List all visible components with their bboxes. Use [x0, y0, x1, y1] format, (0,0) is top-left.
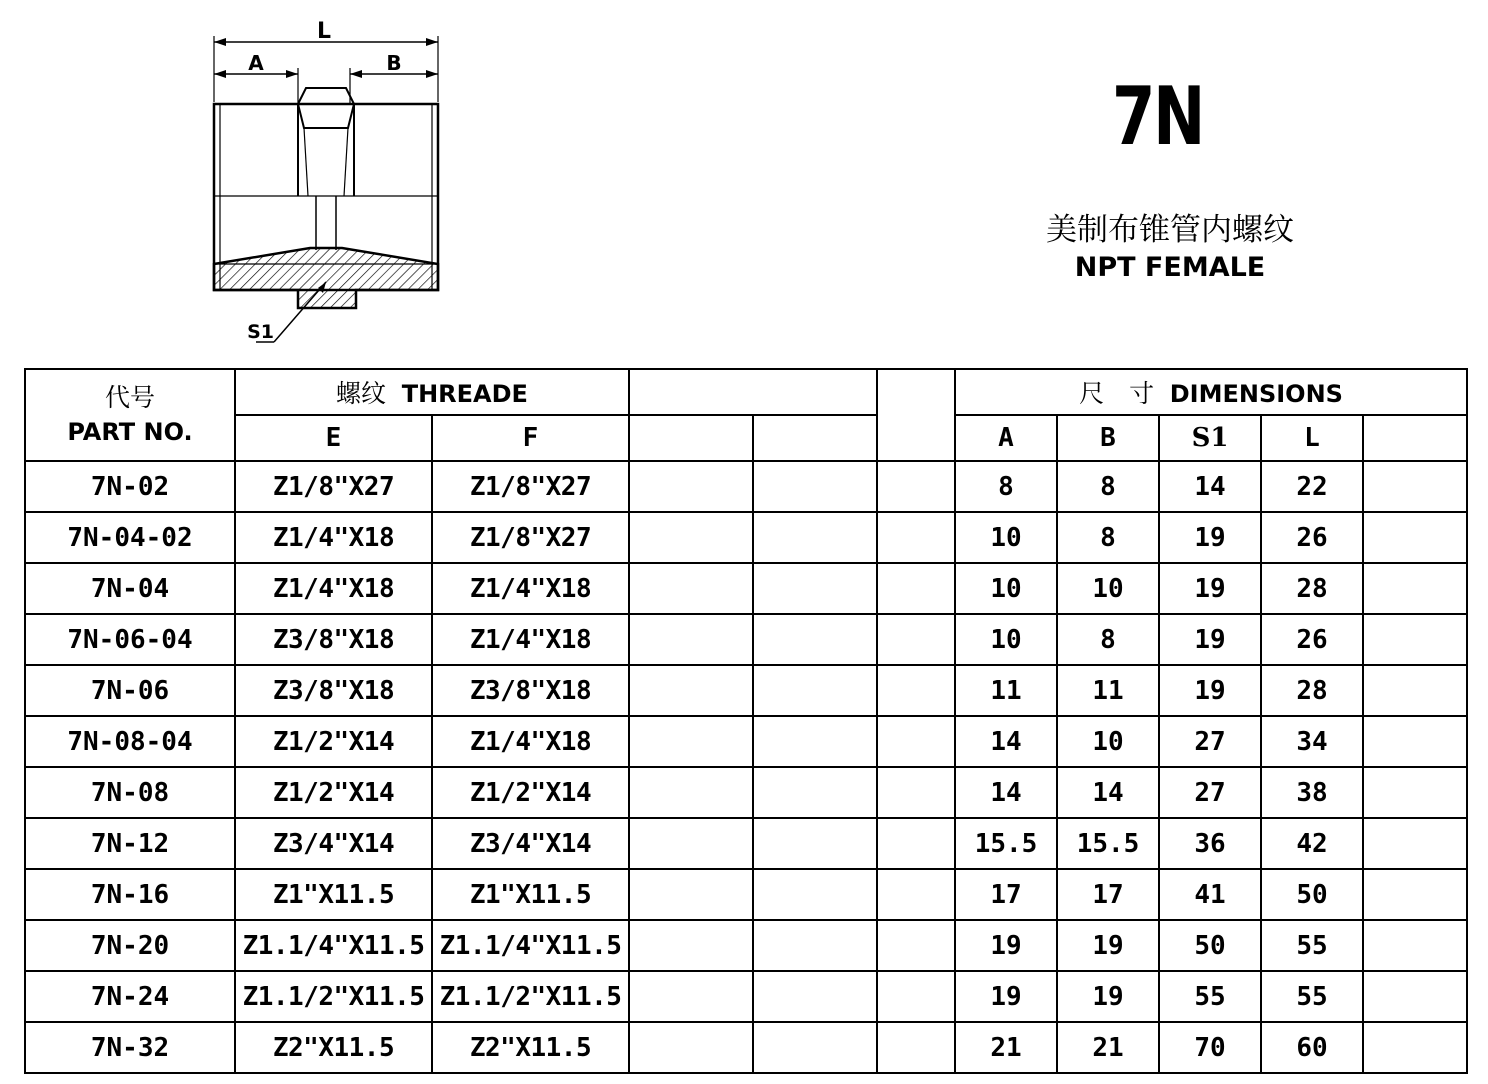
cell-f: Z1/2"X14 — [432, 767, 629, 818]
cell-blank — [1363, 920, 1467, 971]
cell-blank — [1363, 716, 1467, 767]
cell-e: Z1/4"X18 — [235, 512, 432, 563]
cell-blank — [877, 869, 955, 920]
fitting-drawing — [190, 12, 470, 352]
cell-e: Z3/4"X14 — [235, 818, 432, 869]
table-row — [25, 1022, 1467, 1073]
cell-l: 34 — [1261, 716, 1363, 767]
cell-a: 8 — [955, 461, 1057, 512]
cell-f: Z1"X11.5 — [432, 869, 629, 920]
header-thread-cn: 螺纹 — [336, 379, 387, 408]
table-header-row-1 — [25, 369, 1467, 415]
spec-table — [24, 368, 1468, 1074]
table-row — [25, 512, 1467, 563]
cell-blank — [629, 818, 753, 869]
cell-part: 7N-24 — [25, 971, 235, 1022]
header-blank-2 — [877, 369, 955, 461]
cell-s1: 36 — [1159, 818, 1261, 869]
header-part-no-en: PART NO. — [67, 418, 193, 446]
cell-blank — [877, 563, 955, 614]
cell-e: Z1/2"X14 — [235, 767, 432, 818]
table-body — [25, 461, 1467, 1073]
product-code-title: 7N — [1112, 70, 1203, 163]
cell-blank — [629, 920, 753, 971]
cell-blank — [1363, 512, 1467, 563]
cell-part: 7N-06-04 — [25, 614, 235, 665]
cell-a: 10 — [955, 614, 1057, 665]
cell-blank — [877, 716, 955, 767]
cell-part: 7N-20 — [25, 920, 235, 971]
cell-f: Z1.1/4"X11.5 — [432, 920, 629, 971]
header-blank-4 — [753, 415, 877, 461]
header-thread — [235, 369, 629, 415]
cell-blank — [877, 818, 955, 869]
cell-f: Z1/8"X27 — [432, 461, 629, 512]
cell-blank — [1363, 767, 1467, 818]
cell-blank — [629, 563, 753, 614]
table-row — [25, 818, 1467, 869]
cell-blank — [877, 920, 955, 971]
header-thread-en: THREADE — [401, 380, 528, 408]
cell-part: 7N-32 — [25, 1022, 235, 1073]
cell-a: 11 — [955, 665, 1057, 716]
cell-blank — [753, 512, 877, 563]
cell-s1: 41 — [1159, 869, 1261, 920]
cell-e: Z1.1/4"X11.5 — [235, 920, 432, 971]
cell-l: 22 — [1261, 461, 1363, 512]
cell-s1: 27 — [1159, 716, 1261, 767]
header-blank-3 — [629, 415, 753, 461]
cell-b: 15.5 — [1057, 818, 1159, 869]
cell-blank — [877, 614, 955, 665]
cell-a: 19 — [955, 920, 1057, 971]
cell-blank — [1363, 665, 1467, 716]
table-row — [25, 665, 1467, 716]
cell-e: Z1/4"X18 — [235, 563, 432, 614]
cell-part: 7N-08-04 — [25, 716, 235, 767]
cell-blank — [753, 716, 877, 767]
cell-blank — [1363, 461, 1467, 512]
header-col-L: L — [1261, 415, 1363, 461]
cell-l: 28 — [1261, 563, 1363, 614]
cell-l: 55 — [1261, 920, 1363, 971]
cell-blank — [629, 869, 753, 920]
header-part-no-cn: 代号 — [104, 383, 155, 412]
cell-blank — [877, 461, 955, 512]
cell-blank — [629, 665, 753, 716]
cell-part: 7N-08 — [25, 767, 235, 818]
cell-blank — [629, 767, 753, 818]
cell-s1: 19 — [1159, 512, 1261, 563]
table-row — [25, 461, 1467, 512]
table-row — [25, 716, 1467, 767]
header-col-B: B — [1057, 415, 1159, 461]
cell-f: Z1.1/2"X11.5 — [432, 971, 629, 1022]
cell-f: Z3/8"X18 — [432, 665, 629, 716]
cell-blank — [753, 614, 877, 665]
cell-blank — [877, 665, 955, 716]
cell-l: 26 — [1261, 614, 1363, 665]
header-col-S1: S1 — [1159, 415, 1261, 461]
cell-s1: 55 — [1159, 971, 1261, 1022]
cell-e: Z2"X11.5 — [235, 1022, 432, 1073]
label-S1: S1 — [247, 321, 274, 343]
cell-b: 8 — [1057, 512, 1159, 563]
cell-l: 60 — [1261, 1022, 1363, 1073]
header-col-A: A — [955, 415, 1057, 461]
header-part-no — [25, 369, 235, 461]
cell-blank — [877, 767, 955, 818]
cell-b: 14 — [1057, 767, 1159, 818]
cell-a: 14 — [955, 716, 1057, 767]
cell-l: 26 — [1261, 512, 1363, 563]
cell-part: 7N-12 — [25, 818, 235, 869]
cell-b: 10 — [1057, 563, 1159, 614]
cell-blank — [753, 461, 877, 512]
cell-blank — [1363, 563, 1467, 614]
cell-blank — [753, 971, 877, 1022]
cell-part: 7N-16 — [25, 869, 235, 920]
cell-s1: 19 — [1159, 665, 1261, 716]
header-col-F: F — [432, 415, 629, 461]
cell-b: 17 — [1057, 869, 1159, 920]
header-dimensions-cn: 尺 寸 — [1079, 379, 1155, 408]
cell-a: 10 — [955, 563, 1057, 614]
cell-blank — [877, 1022, 955, 1073]
cell-blank — [629, 512, 753, 563]
cell-b: 8 — [1057, 614, 1159, 665]
header-blank-5 — [1363, 415, 1467, 461]
cell-blank — [753, 767, 877, 818]
header-dimensions-en: DIMENSIONS — [1169, 380, 1343, 408]
cell-f: Z1/8"X27 — [432, 512, 629, 563]
label-B: B — [386, 51, 402, 75]
cell-blank — [753, 818, 877, 869]
cell-blank — [1363, 818, 1467, 869]
english-title: NPT FEMALE — [1074, 252, 1266, 283]
cell-a: 21 — [955, 1022, 1057, 1073]
header-blank-1 — [629, 369, 877, 415]
cell-blank — [1363, 971, 1467, 1022]
cell-s1: 19 — [1159, 563, 1261, 614]
cell-b: 19 — [1057, 971, 1159, 1022]
cell-e: Z1/2"X14 — [235, 716, 432, 767]
cell-b: 8 — [1057, 461, 1159, 512]
table-row — [25, 767, 1467, 818]
label-A: A — [248, 51, 264, 75]
table-row — [25, 920, 1467, 971]
cell-blank — [877, 512, 955, 563]
cell-e: Z1.1/2"X11.5 — [235, 971, 432, 1022]
cell-part: 7N-06 — [25, 665, 235, 716]
cell-blank — [629, 614, 753, 665]
cell-s1: 70 — [1159, 1022, 1261, 1073]
cell-l: 50 — [1261, 869, 1363, 920]
cell-b: 11 — [1057, 665, 1159, 716]
cell-s1: 27 — [1159, 767, 1261, 818]
cell-blank — [753, 563, 877, 614]
chinese-title: 美制布锥管内螺纹 — [1046, 212, 1294, 248]
cell-e: Z3/8"X18 — [235, 665, 432, 716]
cell-blank — [753, 1022, 877, 1073]
cell-blank — [1363, 1022, 1467, 1073]
header-dimensions — [955, 369, 1467, 415]
cell-blank — [629, 971, 753, 1022]
cell-l: 55 — [1261, 971, 1363, 1022]
cell-part: 7N-02 — [25, 461, 235, 512]
table-row — [25, 614, 1467, 665]
table-row — [25, 563, 1467, 614]
cell-part: 7N-04 — [25, 563, 235, 614]
cell-blank — [629, 461, 753, 512]
cell-blank — [629, 716, 753, 767]
cell-s1: 50 — [1159, 920, 1261, 971]
cell-blank — [753, 920, 877, 971]
cell-blank — [877, 971, 955, 1022]
header-col-E: E — [235, 415, 432, 461]
cell-s1: 19 — [1159, 614, 1261, 665]
cell-b: 21 — [1057, 1022, 1159, 1073]
table-header-row-2 — [25, 415, 1467, 461]
cell-l: 38 — [1261, 767, 1363, 818]
cell-e: Z1"X11.5 — [235, 869, 432, 920]
cell-a: 17 — [955, 869, 1057, 920]
cell-b: 10 — [1057, 716, 1159, 767]
table-row — [25, 971, 1467, 1022]
cell-e: Z1/8"X27 — [235, 461, 432, 512]
cell-f: Z3/4"X14 — [432, 818, 629, 869]
cell-blank — [753, 869, 877, 920]
cell-l: 28 — [1261, 665, 1363, 716]
cell-s1: 14 — [1159, 461, 1261, 512]
cell-part: 7N-04-02 — [25, 512, 235, 563]
cell-a: 10 — [955, 512, 1057, 563]
cell-a: 14 — [955, 767, 1057, 818]
cell-blank — [753, 665, 877, 716]
cell-blank — [1363, 614, 1467, 665]
cell-a: 15.5 — [955, 818, 1057, 869]
cell-f: Z1/4"X18 — [432, 716, 629, 767]
cell-f: Z1/4"X18 — [432, 563, 629, 614]
cell-b: 19 — [1057, 920, 1159, 971]
cell-blank — [629, 1022, 753, 1073]
label-L: L — [316, 19, 332, 44]
table-row — [25, 869, 1467, 920]
cell-l: 42 — [1261, 818, 1363, 869]
cell-e: Z3/8"X18 — [235, 614, 432, 665]
cell-a: 19 — [955, 971, 1057, 1022]
cell-f: Z2"X11.5 — [432, 1022, 629, 1073]
cell-f: Z1/4"X18 — [432, 614, 629, 665]
cell-blank — [1363, 869, 1467, 920]
